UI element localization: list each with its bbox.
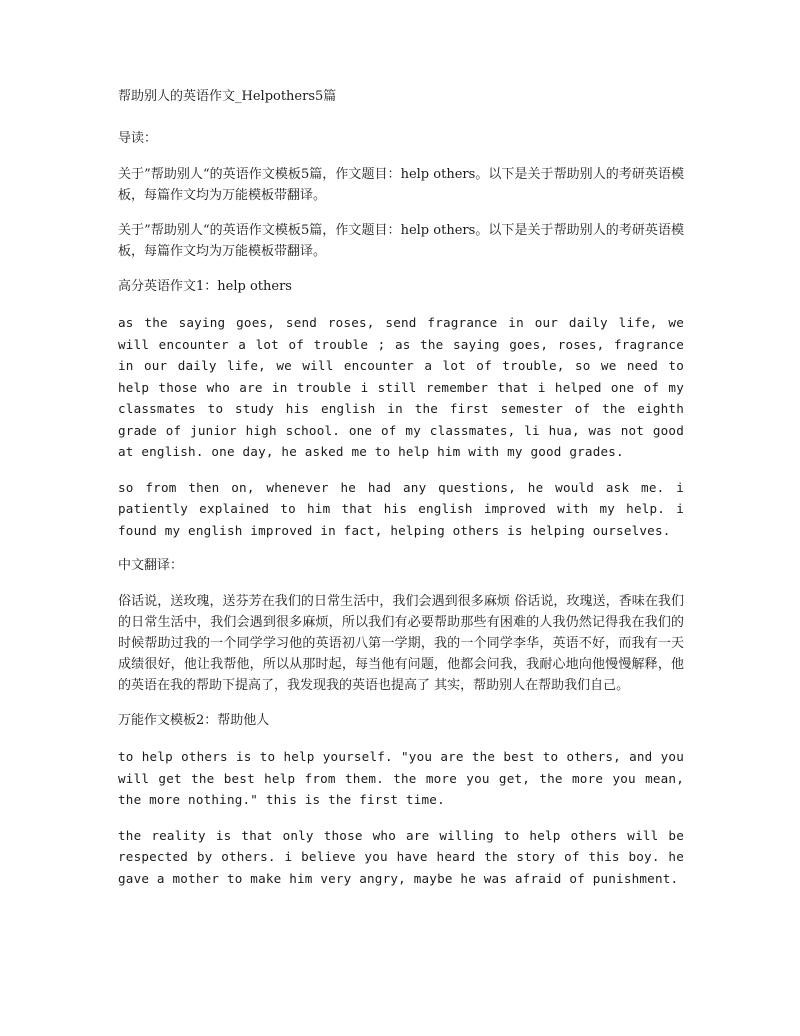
intro-paragraph-1: 关于”帮助别人“的英语作文模板5篇，作文题目：help others。以下是关于帮助别人的考研英语模板，每篇作文均为万能模板带翻译。 [118, 167, 684, 203]
essay1-paragraph-2: so from then on, whenever he had any questions, he would ask me. i patiently explained to him that his english improved with my help. i found my english improved in fact, helping others is helping ourselves. [118, 479, 684, 538]
essay1-paragraph-1: as the saying goes, send roses, send fragrance in our daily life, we will encounter a lot of trouble ; as the saying goes, roses, fragrance in our daily life, we will encounter a lot of trouble, so we need to help those who are in trouble i still remember that i helped one of my classmates to study his english in the first semester of the eighth grade of junior high school. one of my classmates, li hua, was not good at english. one day, he asked me to help him with my good grades. [118, 315, 684, 459]
intro-heading: 导读： [118, 131, 158, 146]
translation-paragraph: 俗话说，送玫瑰，送芬芳在我们的日常生活中，我们会遇到很多麻烦 俗话说，玫瑰送，香味在我们的日常生活中，我们会遇到很多麻烦，所以我们有必要帮助那些有困难的人我仍然记得我在我们的时候帮助过我的一个同学学习他的英语初八第一学期，我的一个同学李华，英语不好，而我有一天成绩很好，他让我帮他，所以从那时起，每当他有问题，他都会问我，我耐心地向他慢慢解释，他的英语在我的帮助下提高了，我发现我的英语也提高了 其实，帮助别人在帮助我们自己。 [118, 594, 684, 693]
translation-heading: 中文翻译： [118, 558, 184, 573]
essay2-paragraph-1: to help others is to help yourself. "you are the best to others, and you will get the best help from them. the more you get, the more you mean, the more nothing." this is the first time. [118, 749, 684, 807]
document-title: 帮助别人的英语作文_Helpothers5篇 [118, 89, 337, 104]
essay1-heading: 高分英语作文1：help others [118, 279, 292, 294]
intro-paragraph-2: 关于”帮助别人“的英语作文模板5篇，作文题目：help others。以下是关于帮助别人的考研英语模板，每篇作文均为万能模板带翻译。 [118, 223, 684, 259]
document-page [118, 86, 684, 903]
essay2-heading: 万能作文模板2：帮助他人 [118, 713, 270, 728]
essay2-paragraph-2: the reality is that only those who are willing to help others will be respected by others. i believe you have heard the story of this boy. he gave a mother to make him very angry, maybe he was afraid of punishment. [118, 827, 684, 886]
